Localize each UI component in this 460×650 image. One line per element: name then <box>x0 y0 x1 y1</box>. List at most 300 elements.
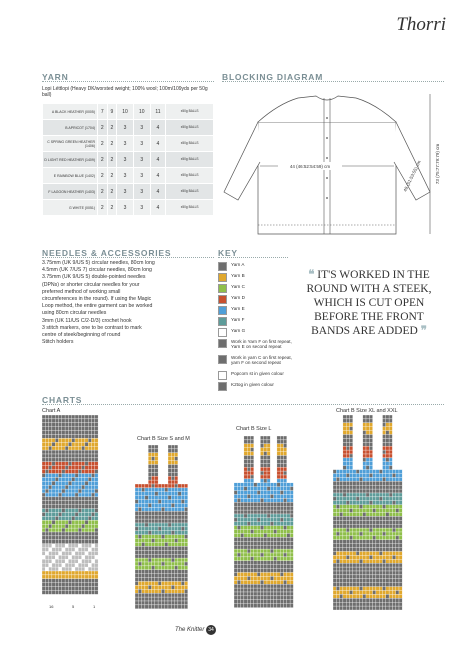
chart-b-xl-cell <box>359 587 362 591</box>
chart-b-l-cell <box>260 440 263 444</box>
chart-b-sm-cell <box>138 523 141 527</box>
chart-b-xl-cell <box>376 587 379 591</box>
chart-a-cell <box>95 536 98 540</box>
chart-b-xl-cell <box>346 466 349 470</box>
chart-b-sm-cell <box>148 461 151 465</box>
chart-b-sm-cell <box>158 554 161 558</box>
chart-b-xl-cell <box>340 602 343 606</box>
chart-b-xl-cell <box>333 583 336 587</box>
chart-b-xl-cell <box>336 591 339 595</box>
chart-b-l-cell <box>254 541 257 545</box>
chart-a-cell <box>92 516 95 520</box>
chart-b-sm-cell <box>168 546 171 550</box>
chart-b-l-cell <box>251 514 254 518</box>
chart-b-xl-cell <box>350 509 353 513</box>
chart-b-sm-cell <box>145 562 148 566</box>
chart-b-xl-cell <box>389 532 392 536</box>
chart-b-l-cell <box>241 537 244 541</box>
chart-b-l-cell <box>254 502 257 506</box>
chart-b-xl-cell <box>346 454 349 458</box>
chart-b-l-cell <box>274 588 277 592</box>
chart-b-xl-cell <box>399 606 402 610</box>
chart-b-xl-cell <box>369 528 372 532</box>
chart-a-cell <box>52 555 55 559</box>
chart-b-l-cell <box>254 495 257 499</box>
yarn-cell: 3 <box>117 152 134 168</box>
chart-b-sm-cell <box>145 570 148 574</box>
chart-b-sm-cell <box>168 558 171 562</box>
chart-b-xl-cell <box>350 575 353 579</box>
chart-b-xl-cell <box>356 477 359 481</box>
chart-b-xl-cell <box>346 579 349 583</box>
chart-a-cell <box>49 520 52 524</box>
chart-b-sm-cell <box>168 488 171 492</box>
chart-b-l-cell <box>251 553 254 557</box>
chart-b-xl-cell <box>383 505 386 509</box>
chart-a-cell <box>75 427 78 431</box>
chart-b-xl-cell <box>396 528 399 532</box>
chart-b-sm-cell <box>185 578 188 582</box>
chart-b-xl-cell <box>363 583 366 587</box>
yarn-row-label: D LIGHT RED HEATHER (1409) <box>43 152 98 168</box>
chart-b-sm-cell <box>148 523 151 527</box>
chart-b-l-cell <box>260 526 263 530</box>
chart-b-xl-cell <box>333 579 336 583</box>
chart-b-xl-cell <box>363 458 366 462</box>
chart-b-sm-cell <box>178 543 181 547</box>
chart-b-xl-cell <box>333 587 336 591</box>
chart-b-l-cell <box>280 475 283 479</box>
chart-b-xl-cell <box>383 470 386 474</box>
chart-b-xl-cell <box>340 489 343 493</box>
chart-b-sm-cell <box>135 554 138 558</box>
chart-b-xl-cell <box>346 485 349 489</box>
needles-line: (DPNs) or shorter circular needles for your <box>42 281 140 288</box>
chart-b-xl-cell <box>336 528 339 532</box>
chart-b-xl-cell <box>376 544 379 548</box>
chart-b-l-cell <box>280 463 283 467</box>
chart-b-xl-cell <box>386 536 389 540</box>
chart-b-sm-cell <box>152 480 155 484</box>
chart-a-cell <box>62 591 65 595</box>
chart-a-cell <box>62 536 65 540</box>
chart-b-l-cell <box>254 537 257 541</box>
chart-a-cell <box>62 470 65 474</box>
chart-b-xl-cell <box>379 528 382 532</box>
chart-b-xl-cell <box>366 419 369 423</box>
chart-b-xl-cell <box>359 481 362 485</box>
chart-b-xl-cell <box>373 567 376 571</box>
chart-b-sm-cell <box>178 585 181 589</box>
chart-b-sm-cell <box>171 492 174 496</box>
chart-a-cell <box>72 575 75 579</box>
chart-b-l-cell <box>244 471 247 475</box>
chart-b-l-cell <box>247 456 250 460</box>
chart-b-xl-cell <box>333 497 336 501</box>
chart-b-xl-cell <box>399 563 402 567</box>
chart-b-l-cell <box>280 526 283 530</box>
chart-b-sm-cell <box>138 500 141 504</box>
chart-b-l-cell <box>287 541 290 545</box>
chart-a-cell <box>68 528 71 532</box>
yarn-cell: 2 <box>107 136 117 152</box>
chart-a-cell <box>75 563 78 567</box>
chart-b-l-cell <box>251 596 254 600</box>
chart-b-sm-cell <box>155 453 158 457</box>
yarn-cell: 4 <box>150 152 166 168</box>
chart-b-xl-cell <box>369 591 372 595</box>
chart-b-xl-cell <box>366 427 369 431</box>
chart-b-l-cell <box>277 592 280 596</box>
chart-b-l-cell <box>277 510 280 514</box>
chart-b-xl-cell <box>346 594 349 598</box>
needles-heading: NEEDLES & ACCESSORIES <box>42 248 172 258</box>
chart-b-l-cell <box>287 545 290 549</box>
chart-b-xl-cell <box>343 415 346 419</box>
chart-b-xl-cell <box>373 481 376 485</box>
chart-b-l-cell <box>257 498 260 502</box>
chart-b-l-cell <box>270 557 273 561</box>
chart-a-cell <box>49 528 52 532</box>
chart-b-xl-cell <box>389 458 392 462</box>
chart-b-sm-cell <box>142 507 145 511</box>
chart-b-xl-cell <box>392 606 395 610</box>
chart-b-xl-cell <box>340 594 343 598</box>
chart-b-xl-cell <box>373 548 376 552</box>
chart-a-cell <box>52 419 55 423</box>
yarn-cell: 9 <box>107 104 117 120</box>
chart-b-xl-cell <box>386 520 389 524</box>
chart-a-cell <box>82 571 85 575</box>
chart-b-l-cell <box>247 463 250 467</box>
chart-b-l-cell <box>241 588 244 592</box>
chart-b-xl-cell <box>356 513 359 517</box>
chart-b-xl-cell <box>356 602 359 606</box>
yarn-cell: 2 <box>98 120 108 136</box>
chart-a-cell <box>65 438 68 442</box>
chart-b-sm-cell <box>152 523 155 527</box>
chart-b-sm-cell <box>178 519 181 523</box>
chart-b-xl-cell <box>343 423 346 427</box>
chart-b-xl-cell <box>389 563 392 567</box>
chart-b-xl-cell <box>359 552 362 556</box>
needles-line: Loop method, the entire garment can be worked <box>42 303 153 310</box>
chart-a-cell <box>65 458 68 462</box>
chart-a-cell <box>45 415 48 419</box>
chart-b-sm-cell <box>171 543 174 547</box>
chart-a-cell <box>75 579 78 583</box>
chart-b-l-cell <box>264 479 267 483</box>
chart-b-xl-cell <box>359 544 362 548</box>
chart-b-sm-cell <box>165 488 168 492</box>
chart-b-xl-cell <box>343 594 346 598</box>
chart-b-xl-cell <box>356 509 359 513</box>
chart-a-cell <box>65 474 68 478</box>
chart-b-sm-cell <box>152 488 155 492</box>
chart-b-l-cell <box>264 588 267 592</box>
chart-a-cell <box>62 575 65 579</box>
chart-b-xl-cell <box>346 489 349 493</box>
chart-a-cell <box>55 532 58 536</box>
chart-a-cell <box>85 474 88 478</box>
chart-b-xl-cell <box>396 587 399 591</box>
chart-b-l-cell <box>257 596 260 600</box>
chart-b-sm-cell <box>145 492 148 496</box>
chart-a-cell <box>68 583 71 587</box>
chart-a-cell <box>55 583 58 587</box>
chart-b-xl-cell <box>366 505 369 509</box>
chart-b-sm-cell <box>168 500 171 504</box>
chart-a-cell <box>68 509 71 513</box>
chart-b-sm-cell <box>168 601 171 605</box>
chart-a-cell <box>65 513 68 517</box>
chart-a-cell <box>65 501 68 505</box>
chart-a-cell <box>82 513 85 517</box>
chart-a-cell <box>55 516 58 520</box>
chart-b-xl-cell <box>356 470 359 474</box>
chart-a-cell <box>78 423 81 427</box>
chart-b-xl-cell <box>346 591 349 595</box>
chart-a-cell <box>42 435 45 439</box>
chart-a-cell <box>62 497 65 501</box>
chart-a-cell <box>95 427 98 431</box>
chart-a-cell <box>92 438 95 442</box>
yarn-balls-unit: x50g BALLS <box>166 168 214 184</box>
yarn-cell: 2 <box>107 168 117 184</box>
chart-b-l-cell <box>234 491 237 495</box>
chart-a-cell <box>68 571 71 575</box>
chart-b-sm-cell <box>178 523 181 527</box>
chart-a-cell <box>49 583 52 587</box>
chart-b-l-cell <box>277 502 280 506</box>
chart-b-l-cell <box>270 553 273 557</box>
chart-b-xl-cell <box>373 532 376 536</box>
chart-b-l-cell <box>267 506 270 510</box>
chart-b-xl-cell <box>399 571 402 575</box>
chart-b-sm-cell <box>181 562 184 566</box>
chart-b-xl-cell <box>333 575 336 579</box>
chart-b-l-cell <box>241 604 244 608</box>
chart-b-sm-cell <box>171 589 174 593</box>
chart-a-cell <box>85 466 88 470</box>
chart-b-l-cell <box>267 545 270 549</box>
chart-b-xl-cell <box>340 579 343 583</box>
chart-a-cell <box>52 474 55 478</box>
chart-b-xl-cell <box>369 458 372 462</box>
chart-a-cell <box>78 532 81 536</box>
chart-a-cell <box>88 446 91 450</box>
chart-b-sm-cell <box>161 578 164 582</box>
chart-b-xl-cell <box>386 552 389 556</box>
chart-a-cell <box>52 552 55 556</box>
chart-a-cell <box>82 532 85 536</box>
chart-a-cell <box>85 555 88 559</box>
chart-b-l-cell <box>290 498 293 502</box>
chart-a-cell <box>85 548 88 552</box>
chart-b-l-cell <box>241 534 244 538</box>
chart-a-cell <box>45 438 48 442</box>
chart-b-l-cell <box>280 565 283 569</box>
chart-b-l-cell <box>274 604 277 608</box>
chart-b-xl-cell <box>336 493 339 497</box>
chart-a-cell <box>52 470 55 474</box>
key-label: Yarn E <box>231 306 245 311</box>
chart-b-l-cell <box>264 545 267 549</box>
chart-b-xl-cell <box>333 477 336 481</box>
chart-b-l-cell <box>251 463 254 467</box>
chart-a-cell <box>68 415 71 419</box>
chart-b-l-cell <box>280 514 283 518</box>
chart-b-xl-cell <box>363 606 366 610</box>
chart-b-sm-cell <box>171 500 174 504</box>
chart-b-sm-cell <box>165 562 168 566</box>
chart-b-xl-cell <box>376 602 379 606</box>
chart-a-cell <box>85 591 88 595</box>
chart-b-l-cell <box>260 479 263 483</box>
chart-b-xl-cell <box>376 583 379 587</box>
chart-b-l-cell <box>264 584 267 588</box>
chart-b-xl-cell <box>396 497 399 501</box>
key-label: Yarn D <box>231 295 245 300</box>
chart-b-sm-cell <box>181 519 184 523</box>
chart-a-cell <box>72 458 75 462</box>
chart-a-cell <box>85 567 88 571</box>
chart-b-xl-cell <box>350 591 353 595</box>
chart-a-cell <box>55 427 58 431</box>
chart-b-xl-cell <box>356 516 359 520</box>
chart-a-cell <box>55 591 58 595</box>
chart-a-cell <box>42 579 45 583</box>
chart-b-xl-cell <box>353 552 356 556</box>
chart-b-xl-cell <box>353 563 356 567</box>
chart-b-l-cell <box>264 549 267 553</box>
chart-a-cell <box>65 520 68 524</box>
chart-b-xl-cell <box>359 591 362 595</box>
chart-a-cell <box>95 446 98 450</box>
chart-b-sm-cell <box>181 492 184 496</box>
chart-b-sm-cell <box>152 546 155 550</box>
chart-a-cell <box>62 516 65 520</box>
chart-b-sm-cell <box>178 535 181 539</box>
chart-b-l-cell <box>274 541 277 545</box>
chart-b-l-cell <box>254 588 257 592</box>
chart-b-l-cell <box>251 495 254 499</box>
chart-b-l-cell <box>244 561 247 565</box>
chart-b-xl-cell <box>359 575 362 579</box>
chart-b-sm-cell <box>155 488 158 492</box>
chart-b-l-cell <box>257 553 260 557</box>
chart-b-sm-cell <box>165 566 168 570</box>
chart-b-sm-cell <box>135 543 138 547</box>
chart-b-xl-cell <box>353 579 356 583</box>
chart-a-cell <box>49 532 52 536</box>
chart-b-l-cell <box>260 569 263 573</box>
chart-a-cell <box>88 579 91 583</box>
chart-b-l-cell <box>280 479 283 483</box>
chart-b-xl-cell <box>379 536 382 540</box>
chart-a-cell <box>55 419 58 423</box>
needles-line: 3.75mm (UK 9/US 5) double-pointed needles <box>42 274 146 281</box>
chart-b-xl-cell <box>356 481 359 485</box>
chart-b-xl-cell <box>399 481 402 485</box>
chart-b-xl-cell <box>366 552 369 556</box>
chart-b-sm-cell <box>168 468 171 472</box>
chart-b-l-cell <box>251 452 254 456</box>
chart-b-xl-cell <box>386 513 389 517</box>
chart-b-sm-cell <box>138 574 141 578</box>
chart-a-cell <box>68 548 71 552</box>
chart-b-sm-cell <box>148 535 151 539</box>
chart-b-xl-cell <box>356 594 359 598</box>
chart-b-xl-cell <box>350 571 353 575</box>
chart-b-l-cell <box>247 471 250 475</box>
chart-b-l-cell <box>274 573 277 577</box>
chart-b-l-cell <box>284 456 287 460</box>
chart-b-xl-cell <box>343 454 346 458</box>
chart-b-sm-cell <box>158 511 161 515</box>
chart-b-xl-cell <box>369 594 372 598</box>
chart-a-cell <box>72 567 75 571</box>
yarn-balls-unit: x50g BALLS <box>166 104 214 120</box>
chart-b-xl-cell <box>369 462 372 466</box>
chart-a-cell <box>82 579 85 583</box>
chart-b-sm-cell <box>181 566 184 570</box>
chart-b-xl-cell <box>366 509 369 513</box>
chart-b-xl-cell <box>389 431 392 435</box>
chart-a-cell <box>95 438 98 442</box>
chart-a-cell <box>45 528 48 532</box>
chart-b-l-cell <box>237 514 240 518</box>
chart-b-xl-cell <box>379 540 382 544</box>
chart-a-cell <box>65 450 68 454</box>
chart-a-cell <box>82 540 85 544</box>
chart-b-xl-cell <box>366 524 369 528</box>
chart-b-xl-cell <box>350 548 353 552</box>
chart-a-cell <box>65 489 68 493</box>
chart-b-xl-cell <box>356 544 359 548</box>
chart-b-xl-cell <box>356 587 359 591</box>
chart-a-cell <box>92 528 95 532</box>
chart-a-cell <box>75 477 78 481</box>
chart-b-sm-cell <box>165 523 168 527</box>
chart-b-xl-cell <box>359 505 362 509</box>
chart-b-sm-cell <box>161 500 164 504</box>
yarn-cell: 2 <box>98 184 108 200</box>
chart-a-cell <box>72 591 75 595</box>
chart-b-sm-cell <box>152 589 155 593</box>
chart-a-cell <box>78 454 81 458</box>
chart-b-xl-cell <box>399 489 402 493</box>
chart-a-cell <box>78 520 81 524</box>
chart-b-l-cell <box>284 549 287 553</box>
chart-b-sm-cell <box>138 566 141 570</box>
chart-b-sm-cell <box>181 504 184 508</box>
chart-a-cell <box>95 450 98 454</box>
chart-b-xl-cell <box>346 513 349 517</box>
chart-b-xl-cell <box>359 524 362 528</box>
chart-b-sm-cell <box>175 589 178 593</box>
chart-a-cell <box>62 579 65 583</box>
chart-b-xl-cell <box>373 493 376 497</box>
chart-a-cell <box>78 571 81 575</box>
chart-b-l-cell <box>264 475 267 479</box>
chart-a-cell <box>92 470 95 474</box>
chart-a-cell <box>72 454 75 458</box>
chart-b-xl-cell <box>346 524 349 528</box>
chart-b-l-cell <box>274 514 277 518</box>
chart-b-xl-cell <box>386 602 389 606</box>
chart-a-cell <box>88 497 91 501</box>
